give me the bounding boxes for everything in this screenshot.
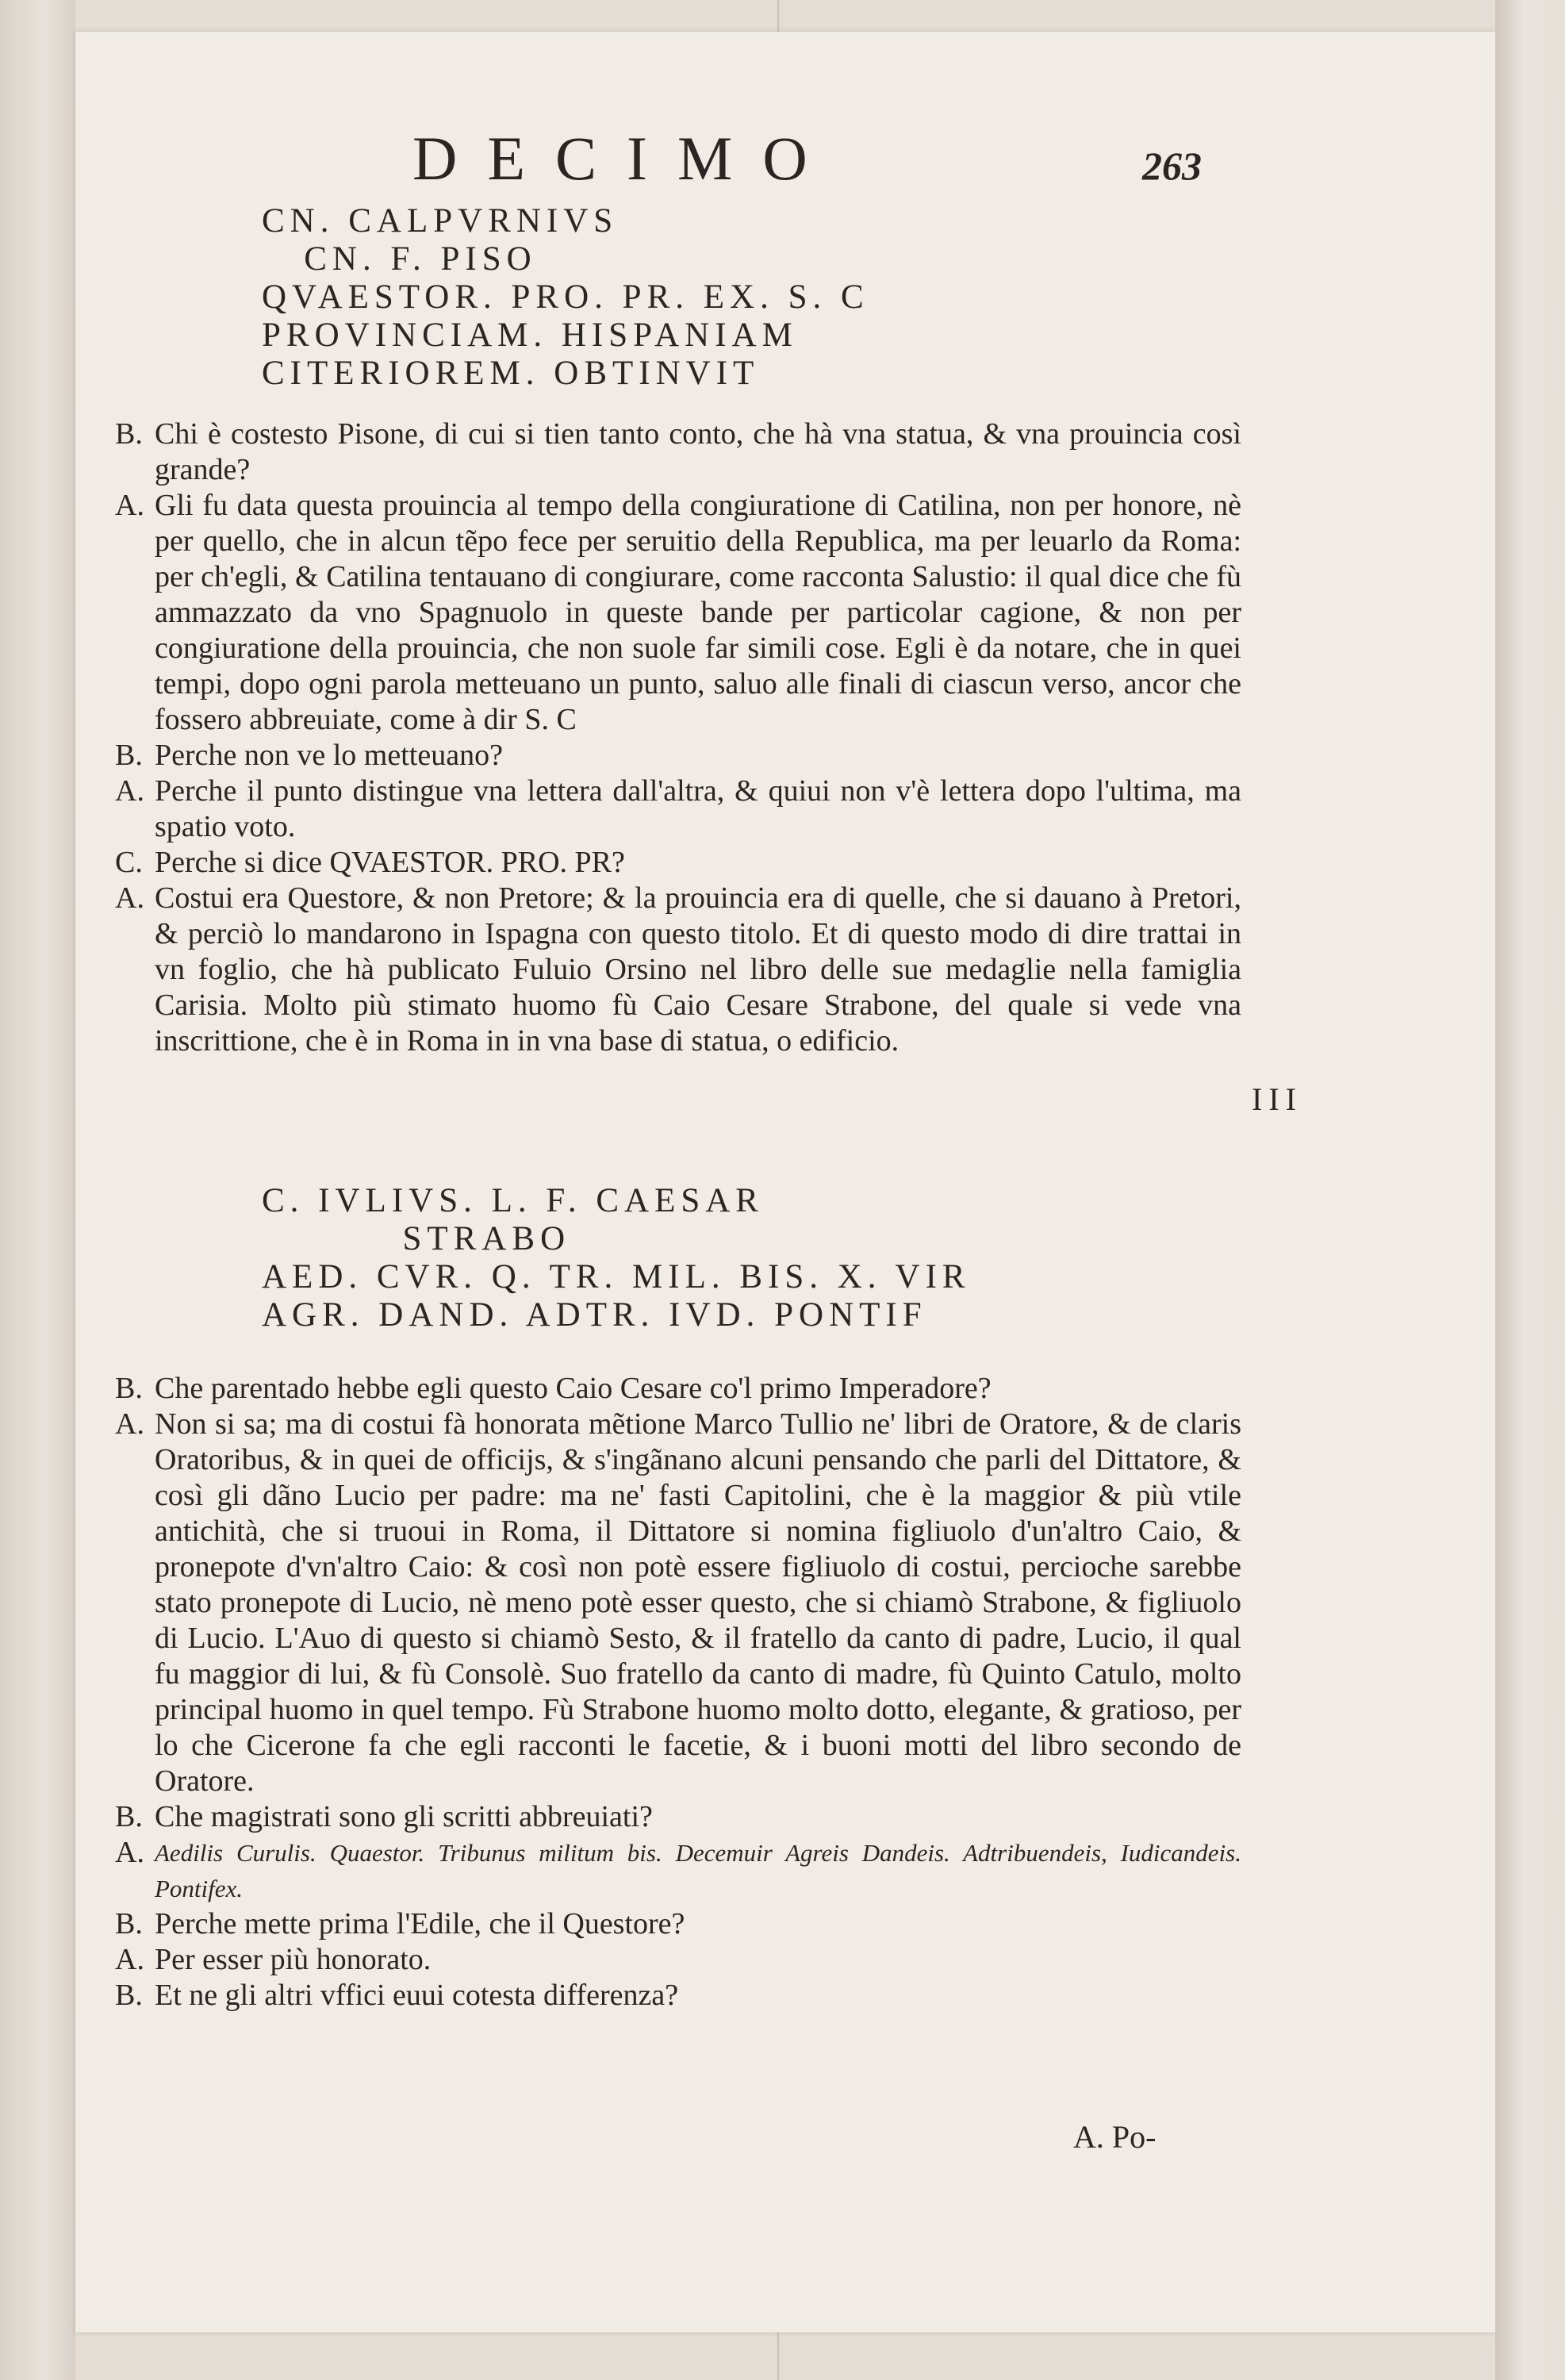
speech-text: Perche non ve lo metteuano?: [155, 739, 503, 772]
speaker-label: B.: [115, 1979, 143, 2012]
inscription-line: C. IVLIVS. L. F. CAESAR: [262, 1182, 764, 1219]
inscription-line: AED. CVR. Q. TR. MIL. BIS. X. VIR: [262, 1258, 971, 1296]
speech-text: Che parentado hebbe egli questo Caio Cesare co'l primo Imperadore?: [155, 1372, 992, 1405]
dialogue-entry: [115, 881, 1241, 1059]
catchword: A. Po-: [1073, 2119, 1156, 2155]
speaker-label: A.: [115, 1407, 144, 1441]
margin-note: III: [1252, 1081, 1302, 1117]
speaker-label: B.: [115, 1800, 143, 1833]
speaker-label: A.: [115, 881, 144, 915]
dialogue-section-2: [115, 1371, 1241, 2013]
dialogue-entry: [115, 845, 1241, 881]
inscription-line: CN. CALPVRNIVS: [262, 202, 619, 240]
page-header-title: DECIMO: [412, 124, 838, 193]
speech-text: Perche il punto distingue vna lettera dall'altra, & quiui non v'è lettera dopo l'ultima, ma spatio voto.: [155, 774, 1241, 843]
inscription-line: CN. F. PISO: [262, 240, 537, 278]
dialogue-entry: [115, 1906, 1241, 1942]
dialogue-entry: [115, 1407, 1241, 1799]
speaker-label: B.: [115, 739, 143, 772]
dialogue-entry: [115, 1835, 1241, 1906]
dialogue-entry: [115, 1942, 1241, 1978]
dialogue-entry: [115, 1799, 1241, 1835]
inscription-line: AGR. DAND. ADTR. IVD. PONTIF: [262, 1296, 927, 1334]
inscription-line: CITERIOREM. OBTINVIT: [262, 355, 760, 392]
speech-text: Gli fu data questa prouincia al tempo della congiuratione di Catilina, non per honore, nè per quello, che in alcun tẽpo fece per seruitio della Republica, ma per leuarlo da Roma: per ch'egli, & Catilina tentauano di congiurare, come racconta Salustio: il qual dice che fù ammazzato da vno Spagnuolo in queste bande per particolar cagione, & non per congiuratione della prouincia, che non suole far simili cose. Egli è da notare, che in quei tempi, dopo ogni parola metteuano un punto, saluo alle finali di ciascun verso, ancor che fossero abbreuiate, come à dir S. C: [155, 489, 1241, 736]
dialogue-entry: [115, 738, 1241, 774]
speaker-label: B.: [115, 1372, 143, 1405]
speaker-label: A.: [115, 1943, 144, 1976]
speech-text: Perche si dice QVAESTOR. PRO. PR?: [155, 846, 625, 879]
speech-text-italic: Aedilis Curulis. Quaestor. Tribunus militum bis. Decemuir Agreis Dandeis. Adtribuendeis, Iudicandeis. Pontifex.: [155, 1839, 1241, 1902]
dialogue-entry: [115, 416, 1241, 488]
speaker-label: B.: [115, 417, 143, 451]
inscription-line: QVAESTOR. PRO. PR. EX. S. C: [262, 278, 869, 316]
speaker-label: A.: [115, 1836, 144, 1869]
speech-text: Per esser più honorato.: [155, 1943, 432, 1976]
speech-text: Che magistrati sono gli scritti abbreuiati?: [155, 1800, 653, 1833]
speaker-label: C.: [115, 846, 143, 879]
speaker-label: A.: [115, 774, 144, 808]
dialogue-entry: [115, 488, 1241, 738]
dialogue-entry: [115, 1978, 1241, 2013]
page-number: 263: [1142, 144, 1202, 188]
speech-text: Costui era Questore, & non Pretore; & la prouincia era di quelle, che si dauano à Pretori, & perciò lo mandarono in Ispagna con questo titolo. Et di questo modo di dire trattai in vn foglio, che hà publicato Fuluio Orsino nel libro delle sue medaglie nella famiglia Carisia. Molto più stimato huomo fù Caio Cesare Strabone, del quale si vede vna inscrittione, che è in Roma in in vna base di statua, o edificio.: [155, 881, 1241, 1058]
speaker-label: A.: [115, 489, 144, 522]
right-binding-gutter: [1495, 0, 1565, 2380]
speaker-label: B.: [115, 1907, 143, 1940]
left-binding-gutter: [0, 0, 75, 2380]
speech-text: Et ne gli altri vffici euui cotesta differenza?: [155, 1979, 679, 2012]
inscription-line: PROVINCIAM. HISPANIAM: [262, 317, 798, 354]
inscription-line: STRABO: [262, 1220, 571, 1257]
speech-text: Perche mette prima l'Edile, che il Questore?: [155, 1907, 685, 1940]
dialogue-section-1: [115, 416, 1241, 1059]
inscription-strabo: [262, 1182, 971, 1334]
dialogue-entry: [115, 774, 1241, 845]
speech-text: Non si sa; ma di costui fà honorata mẽtione Marco Tullio ne' libri de Oratore, & de claris Oratoribus, & in quei de officijs, & s'ingãnano alcuni pensando che parli del Dittatore, & così gli dãno Lucio per padre: ma ne' fasti Capitolini, che è la maggior & più vtile antichità, che si truoui in Roma, il Dittatore si nomina figliuolo d'un'altro Caio, & pronepote d'vn'altro Caio: & così non potè essere figliuolo di costui, percioche sarebbe stato pronepote di Lucio, nè meno potè esser questo, che si chiamò Strabone, & figliuolo di Lucio. L'Auo di questo si chiamò Sesto, & il fratello da canto di padre, Lucio, il qual fu maggior di lui, & fù Consolè. Suo fratello da canto di madre, fù Quinto Catulo, molto principal huomo in quel tempo. Fù Strabone huomo molto dotto, elegante, & gratioso, per lo che Cicerone fa che egli racconti le facetie, & i buoni motti del libro secondo de Oratore.: [155, 1407, 1241, 1798]
dialogue-entry: [115, 1371, 1241, 1407]
speech-text: Chi è costesto Pisone, di cui si tien tanto conto, che hà vna statua, & vna prouincia così grande?: [155, 417, 1241, 486]
inscription-calpurnius: [262, 202, 869, 393]
